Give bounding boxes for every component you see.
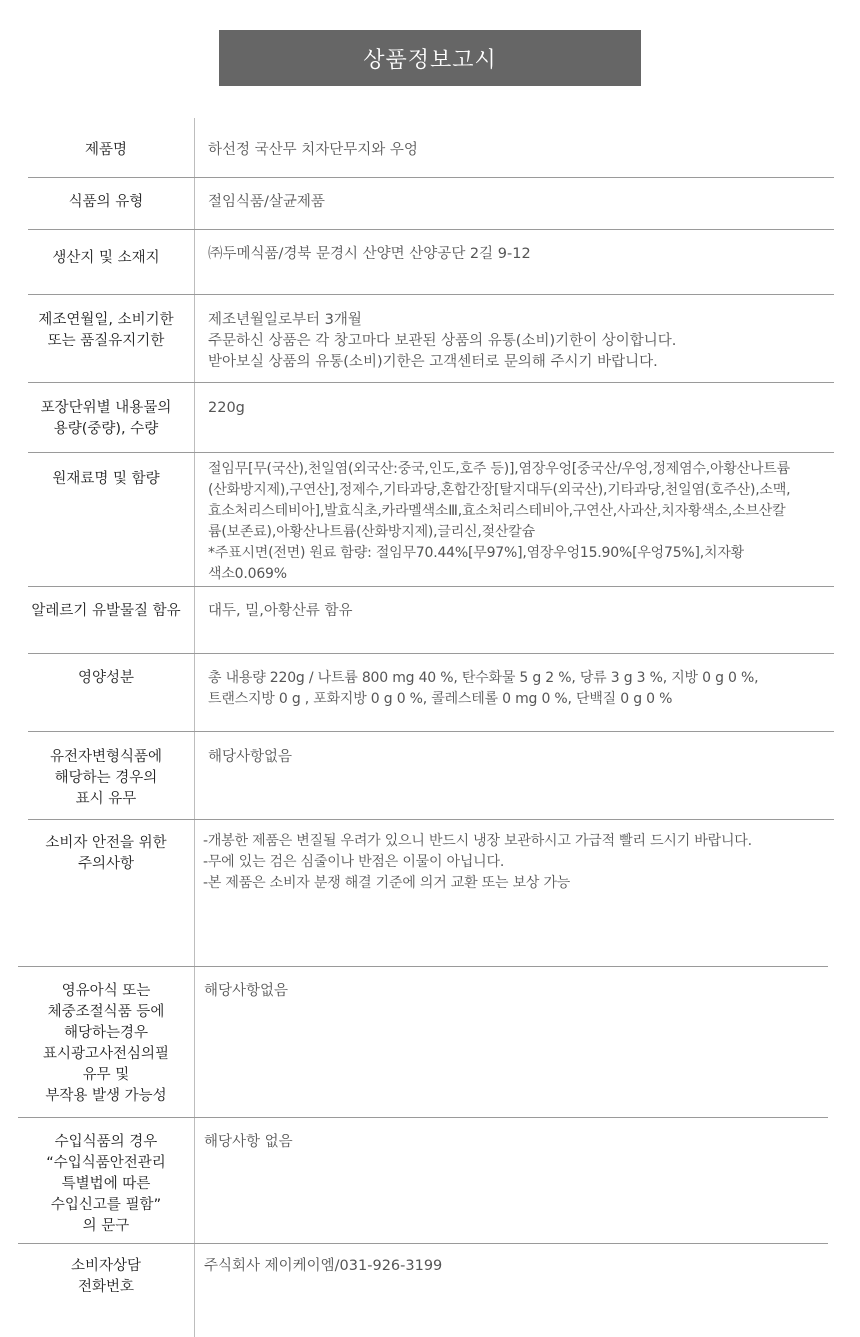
page-title-text: 상품정보고시 (363, 47, 497, 73)
value-line: *주표시면(전면) 원료 함량: 절임무70.44%[무97%],염장우엉15.90%[우엉75%],치자황 (208, 545, 744, 561)
label-line: “수입식품안전관리 (46, 1155, 166, 1171)
row-value (208, 601, 853, 622)
label-line: 용량(중량), 수량 (53, 421, 159, 437)
row-separator (18, 1243, 828, 1244)
row-value (208, 244, 853, 265)
label-line: 식품의 유형 (68, 194, 144, 210)
label-line: 소비자상담 (70, 1258, 142, 1274)
value-line: 주문하신 상품은 각 창고마다 보관된 상품의 유통(소비)기한이 상이합니다. (208, 333, 677, 349)
label-line: 수입식품의 경우 (54, 1134, 158, 1150)
row-value (204, 981, 849, 1002)
value-line: 주식회사 제이케이엠/031-926-3199 (204, 1258, 443, 1274)
row-separator (18, 1117, 828, 1118)
row-separator (28, 177, 834, 178)
row-value (208, 747, 853, 768)
row-value (208, 398, 853, 419)
label-line: 또는 품질유지기한 (47, 333, 165, 349)
value-line: 효소처리스테비아],발효식초,카라멜색소Ⅲ,효소처리스테비아,구연산,사과산,치자황색소,소브산칼 (208, 503, 786, 519)
value-line: (산화방지제),구연산],정제수,기타과당,혼합간장[탈지대두(외국산),기타과당,천일염(호주산),소맥, (208, 482, 791, 498)
row-label (14, 601, 198, 622)
label-line: 전화번호 (77, 1279, 135, 1295)
value-line: 색소0.069% (208, 566, 287, 582)
label-line: 의 문구 (82, 1218, 130, 1234)
row-label (18, 833, 194, 875)
row-separator (28, 819, 834, 820)
row-separator (28, 229, 834, 230)
row-separator (28, 731, 834, 732)
row-separator (28, 294, 834, 295)
row-separator (28, 452, 834, 453)
value-line: 220g (208, 400, 245, 416)
value-line: 해당사항없음 (204, 983, 289, 999)
label-line: 유무 및 (82, 1067, 130, 1083)
label-line: 생산지 및 소재지 (52, 250, 160, 266)
label-line: 해당하는 경우의 (54, 770, 158, 786)
column-divider (194, 118, 195, 1337)
row-value (208, 668, 853, 710)
row-label (18, 747, 194, 810)
row-separator (18, 966, 828, 967)
label-line: 소비자 안전을 위한 (45, 835, 167, 851)
row-label (18, 469, 194, 490)
label-line: 표시 유무 (75, 791, 137, 807)
value-line: 제조년월일로부터 3개월 (208, 312, 362, 328)
value-line: -본 제품은 소비자 분쟁 해결 기준에 의거 교환 또는 보상 가능 (203, 875, 571, 891)
label-line: 유전자변형식품에 (49, 749, 163, 765)
row-label (18, 248, 194, 269)
value-line: 절임식품/살균제품 (208, 194, 325, 210)
row-label (18, 310, 194, 352)
label-line: 수입신고를 필함” (50, 1197, 162, 1213)
label-line: 제품명 (84, 142, 128, 158)
label-line: 해당하는경우 (63, 1025, 149, 1041)
label-line: 체중조절식품 등에 (47, 1004, 165, 1020)
row-value (204, 1132, 849, 1153)
row-separator (28, 382, 834, 383)
row-value (203, 831, 853, 894)
label-line: 주의사항 (77, 856, 135, 872)
row-separator (28, 653, 834, 654)
value-line: 륨(보존료),아황산나트륨(산화방지제),글리신,젖산칼슘 (208, 524, 535, 540)
row-separator (28, 586, 834, 587)
value-line: 트랜스지방 0 g , 포화지방 0 g 0 %, 콜레스테롤 0 mg 0 %, 단백질 0 g 0 % (208, 691, 673, 707)
value-line: -무에 있는 검은 심줄이나 반점은 이물이 아닙니다. (203, 854, 505, 870)
label-line: 특별법에 따른 (61, 1176, 151, 1192)
value-line: 하선정 국산무 치자단무지와 우엉 (208, 142, 418, 158)
row-label (18, 192, 194, 213)
label-line: 영양성분 (77, 670, 135, 686)
row-label (18, 140, 194, 161)
row-value (208, 140, 853, 161)
row-value (208, 192, 853, 213)
row-label (18, 398, 194, 440)
label-line: 원재료명 및 함량 (52, 471, 160, 487)
value-line: 총 내용량 220g / 나트륨 800 mg 40 %, 탄수화물 5 g 2 %, 당류 3 g 3 %, 지방 0 g 0 %, (208, 670, 759, 686)
row-label (18, 668, 194, 689)
label-line: 표시광고사전심의필 (42, 1046, 170, 1062)
value-line: 해당사항없음 (208, 749, 293, 765)
label-line: 영유아식 또는 (61, 983, 151, 999)
row-value (208, 459, 858, 585)
value-line: ㈜두메식품/경북 문경시 산양면 산양공단 2길 9-12 (208, 246, 531, 262)
row-label (18, 1132, 194, 1237)
value-line: 해당사항 없음 (204, 1134, 293, 1150)
label-line: 포장단위별 내용물의 (40, 400, 172, 416)
value-line: 절임무[무(국산),천일염(외국산:중국,인도,호주 등)],염장우엉[중국산/우엉,정제염수,아황산나트륨 (208, 461, 790, 477)
row-label (18, 1256, 194, 1298)
value-line: 대두, 밀,아황산류 함유 (208, 603, 353, 619)
value-line: -개봉한 제품은 변질될 우려가 있으니 반드시 냉장 보관하시고 가급적 빨리 드시기 바랍니다. (203, 833, 752, 849)
page-title (219, 30, 641, 86)
label-line: 부작용 발생 가능성 (45, 1088, 167, 1104)
label-line: 알레르기 유발물질 함유 (31, 603, 181, 619)
row-value (204, 1256, 849, 1277)
value-line: 받아보실 상품의 유통(소비)기한은 고객센터로 문의해 주시기 바랍니다. (208, 354, 658, 370)
row-value (208, 310, 853, 373)
label-line: 제조연월일, 소비기한 (38, 312, 174, 328)
row-label (18, 981, 194, 1107)
